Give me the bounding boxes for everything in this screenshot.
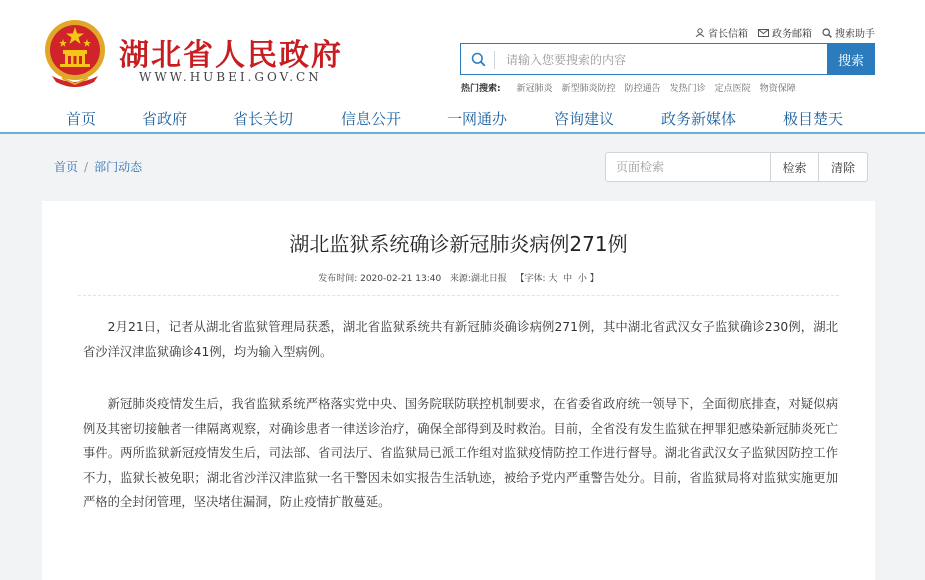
nav-governor-concerns[interactable]: 省长关切: [233, 110, 294, 128]
hot-search-label: 热门搜索:: [461, 84, 501, 94]
page-search-input[interactable]: [605, 152, 771, 182]
hot-search-item[interactable]: 物资保障: [759, 84, 796, 94]
site-header: [0, 0, 925, 134]
hot-search-item[interactable]: 定点医院: [714, 84, 751, 94]
font-size-medium[interactable]: 中: [563, 274, 573, 284]
national-emblem-icon: [42, 18, 108, 90]
site-search-box: [460, 43, 828, 75]
hot-search-item[interactable]: 新型肺炎防控: [561, 84, 616, 94]
font-size-large[interactable]: 大: [548, 274, 558, 284]
governor-mailbox-link[interactable]: [695, 25, 748, 40]
search-assist-icon: [822, 28, 832, 38]
nav-new-media[interactable]: 政务新媒体: [661, 110, 737, 128]
hot-search-item[interactable]: 新冠肺炎: [516, 84, 553, 94]
font-size-label: 【字体:: [515, 274, 546, 284]
article-paragraph: 新冠肺炎疫情发生后，我省监狱系统严格落实党中央、国务院联防联控机制要求，在省委省政府统一领导下，全面彻底排查，对疑似病例及其密切接触者一律隔离观察，对确诊患者一律送诊治疗，确保全部得到及时救治。目前，全省没有发生监狱在押罪犯感染新冠肺炎死亡事件。两所监狱新冠疫情发生后，司法部、省司法厅、省监狱局已派工作组对监狱疫情防控工作进行督导。湖北省武汉女子监狱因防控工作不力，监狱长被免职；湖北省沙洋汉津监狱一名干警因未如实报告生活轨迹，被给予党内严重警告处分。目前，省监狱局将对监狱实施更加严格的全封闭管理，坚决堵住漏洞，防止疫情扩散蔓延。: [83, 397, 838, 509]
nav-consultation[interactable]: 咨询建议: [554, 110, 615, 128]
gov-email-label: 政务邮箱: [772, 29, 812, 40]
site-url[interactable]: WWW.HUBEI.GOV.CN: [139, 70, 322, 84]
gov-email-link[interactable]: [758, 25, 812, 40]
site-search-input[interactable]: [506, 50, 816, 70]
font-size-end: 】: [589, 274, 599, 284]
article-title: 湖北监狱系统确诊新冠肺炎病例271例: [289, 232, 628, 256]
publish-time: 2020-02-21 13:40: [360, 274, 442, 284]
site-search-button[interactable]: 搜索: [827, 43, 875, 75]
nav-jimu-chutian[interactable]: 极目楚天: [783, 110, 844, 128]
breadcrumb-home[interactable]: 首页: [54, 160, 79, 174]
breadcrumb-section[interactable]: 部门动态: [94, 160, 143, 174]
top-links: [695, 25, 875, 40]
hot-search-item[interactable]: 防控通告: [624, 84, 661, 94]
source-value: 湖北日报: [470, 274, 507, 284]
breadcrumb: [54, 158, 142, 175]
hot-search-item[interactable]: 发热门诊: [669, 84, 706, 94]
article-paragraph: 2月21日，记者从湖北省监狱管理局获悉，湖北省监狱系统共有新冠肺炎确诊病例271例，其中湖北省武汉女子监狱确诊230例，湖北省沙洋汉津监狱确诊41例，均为输入型病例。: [83, 320, 838, 359]
nav-info-disclosure[interactable]: 信息公开: [341, 110, 402, 128]
hot-searches: [461, 81, 805, 94]
source-label: 来源:: [449, 274, 471, 284]
search-assistant-link[interactable]: [822, 25, 875, 40]
search-assistant-label: 搜索助手: [835, 29, 875, 40]
article-meta: [42, 271, 875, 284]
article-card: [42, 201, 875, 580]
article-divider: [78, 295, 839, 296]
mail-icon: [695, 28, 705, 37]
governor-mailbox-label: 省长信箱: [708, 29, 748, 40]
breadcrumb-separator: /: [84, 160, 89, 174]
main-nav: [0, 108, 925, 132]
search-icon: [471, 52, 486, 67]
site-title[interactable]: 湖北省人民政府: [119, 38, 343, 73]
nav-home[interactable]: 首页: [66, 110, 97, 128]
page-clear-button[interactable]: 清除: [819, 152, 868, 182]
nav-one-stop-service[interactable]: 一网通办: [447, 110, 508, 128]
nav-provincial-gov[interactable]: 省政府: [142, 110, 188, 128]
publish-time-label: 发布时间:: [318, 274, 358, 284]
envelope-icon: [758, 29, 769, 37]
page-search-button[interactable]: 检索: [771, 152, 819, 182]
font-size-small[interactable]: 小: [577, 274, 587, 284]
search-divider: [494, 51, 495, 69]
breadcrumb-row: [42, 148, 875, 188]
